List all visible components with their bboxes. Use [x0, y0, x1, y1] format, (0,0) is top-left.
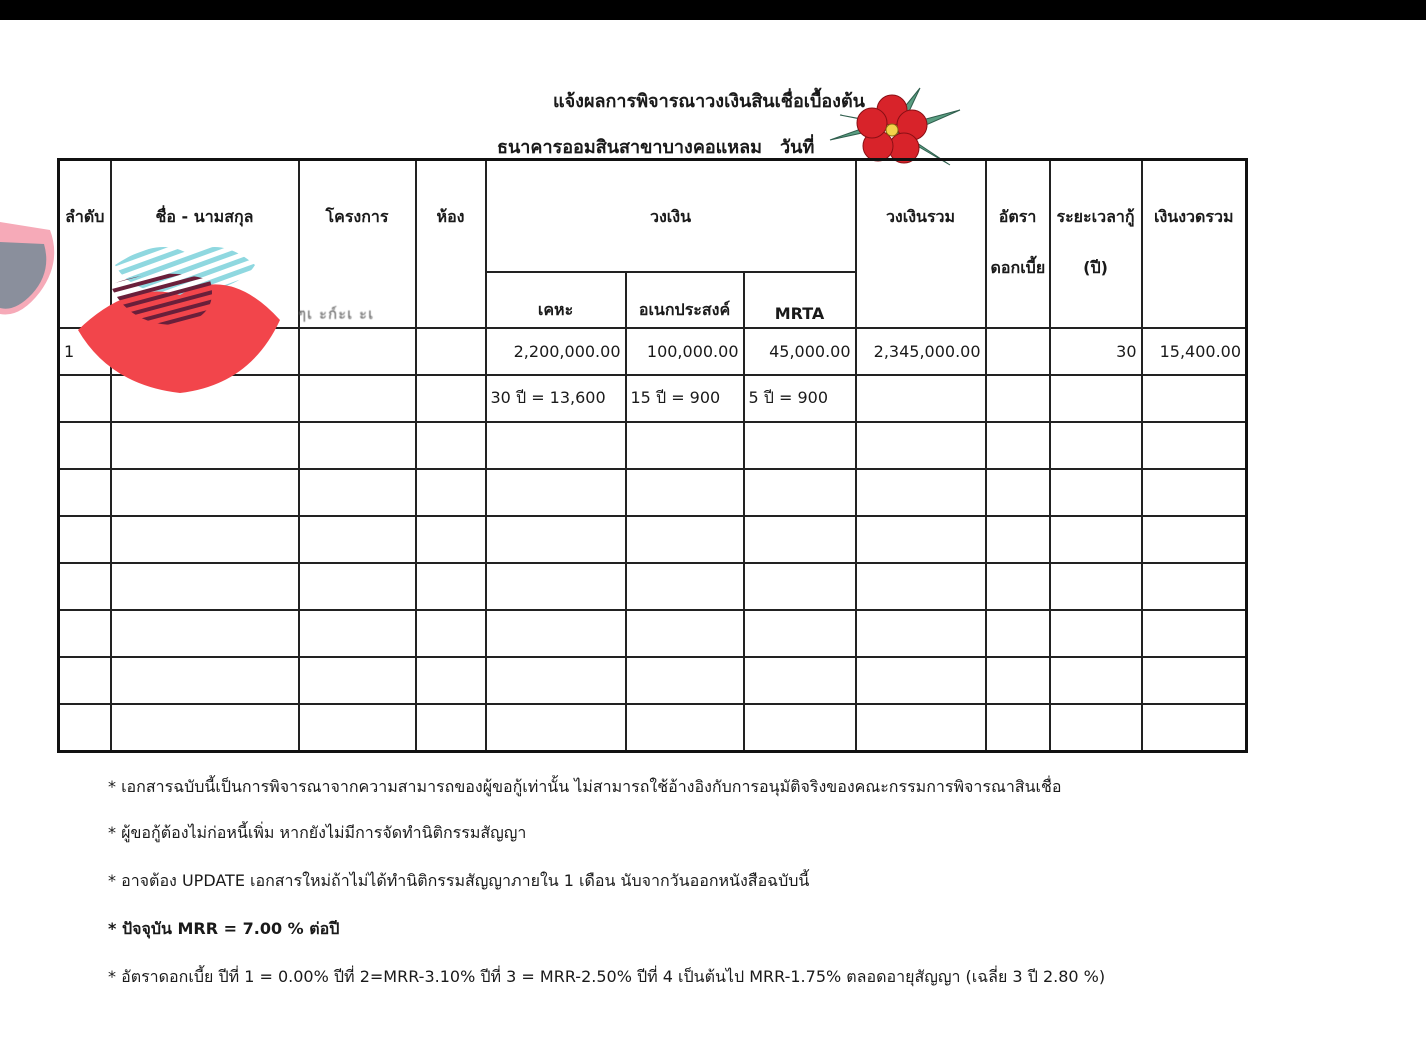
cell-rate: [986, 328, 1050, 375]
cell-empty: [986, 657, 1050, 704]
cell-empty: [856, 563, 986, 610]
cell-empty: [299, 469, 416, 516]
cell-empty: [486, 704, 626, 751]
flower-sticker-icon: [820, 80, 965, 170]
cell-empty: [486, 563, 626, 610]
cell-empty: [59, 422, 111, 469]
cell-empty: [856, 610, 986, 657]
cell-empty: [59, 657, 111, 704]
cell-empty: [486, 422, 626, 469]
cell-empty: [986, 563, 1050, 610]
date-label: วันที่: [780, 137, 815, 158]
header-seq: ลำดับ: [59, 160, 111, 329]
cell-empty: [111, 563, 299, 610]
cell-empty: [626, 610, 744, 657]
cell-empty: [1142, 516, 1247, 563]
cell-empty: [59, 704, 111, 751]
cell-empty: [299, 704, 416, 751]
cell-empty: [416, 516, 486, 563]
note-mrr: * ปัจจุบัน MRR = 7.00 % ต่อปี: [108, 919, 340, 938]
cell-term: 30: [1050, 328, 1142, 375]
cell-empty: [111, 657, 299, 704]
cell-empty: [1050, 469, 1142, 516]
cell-room: [416, 328, 486, 375]
table-row: [59, 469, 1247, 516]
cell-multipurpose-installment: 15 ปี = 900: [626, 375, 744, 422]
header-project: โครงการ: [299, 160, 416, 329]
cell-empty: [986, 469, 1050, 516]
cell-empty: [59, 563, 111, 610]
cell-empty: [856, 375, 986, 422]
cell-empty: [1050, 610, 1142, 657]
cell-empty: [1050, 422, 1142, 469]
cell-project: [299, 328, 416, 375]
top-bar: [0, 0, 1426, 20]
cell-empty: [59, 469, 111, 516]
table-row: [59, 704, 1247, 751]
header-rate-line2: ดอกเบี้ย: [990, 258, 1046, 277]
table-row: [59, 563, 1247, 610]
note-2: * ผู้ขอกู้ต้องไม่ก่อหนี้เพิ่ม หากยังไม่มีการจัดทำนิติกรรมสัญญา: [108, 823, 527, 842]
cell-empty: [416, 375, 486, 422]
project-partial-text: ๆเ ะก์ะเ ะเ: [298, 305, 375, 323]
cell-empty: [744, 516, 856, 563]
cell-empty: [1050, 375, 1142, 422]
branch-name: ธนาคารออมสินสาขาบางคอแหลม: [497, 137, 763, 158]
cell-empty: [626, 469, 744, 516]
cell-empty: [416, 657, 486, 704]
header-installment: เงินงวดรวม: [1142, 160, 1247, 329]
cell-empty: [299, 516, 416, 563]
cell-empty: [299, 375, 416, 422]
cell-total: 2,345,000.00: [856, 328, 986, 375]
cell-empty: [416, 563, 486, 610]
table-row: [59, 422, 1247, 469]
cell-empty: [856, 657, 986, 704]
cell-empty: [744, 657, 856, 704]
cell-empty: [486, 516, 626, 563]
cell-empty: [626, 516, 744, 563]
branch-line: [497, 132, 814, 161]
cell-empty: [111, 422, 299, 469]
cell-empty: [744, 469, 856, 516]
cell-empty: [111, 469, 299, 516]
header-rate-line1: อัตรา: [998, 207, 1037, 226]
cell-empty: [1142, 563, 1247, 610]
header-term-line2: (ปี): [1083, 258, 1108, 277]
header-term: [1050, 160, 1142, 329]
cell-seq: 1: [59, 328, 111, 375]
cell-empty: [856, 704, 986, 751]
cell-empty: [626, 657, 744, 704]
cell-empty: [1050, 657, 1142, 704]
cell-empty: [1142, 657, 1247, 704]
lips-redaction-icon: [70, 235, 285, 395]
cell-empty: [416, 704, 486, 751]
header-term-line1: ระยะเวลากู้: [1056, 207, 1135, 226]
cell-empty: [1142, 375, 1247, 422]
cell-empty: [111, 704, 299, 751]
cell-empty: [1050, 704, 1142, 751]
header-mrta: MRTA: [744, 272, 856, 328]
cell-empty: [416, 610, 486, 657]
note-3: * อาจต้อง UPDATE เอกสารใหม่ถ้าไม่ได้ทำนิติกรรมสัญญาภายใน 1 เดือน นับจากวันออกหนังสือฉบับนี้: [108, 871, 810, 890]
header-housing: เคหะ: [486, 272, 626, 328]
cell-empty: [744, 704, 856, 751]
cell-empty: [59, 610, 111, 657]
note-rates: * อัตราดอกเบี้ย ปีที่ 1 = 0.00% ปีที่ 2=MRR-3.10% ปีที่ 3 = MRR-2.50% ปีที่ 4 เป็นต้นไป MRR-1.75% ตลอดอายุสัญญา (เฉลี่ย 3 ปี 2.80 %): [108, 967, 1106, 986]
cell-empty: [986, 422, 1050, 469]
cell-empty: [626, 563, 744, 610]
cell-empty: [986, 704, 1050, 751]
cell-empty: [1142, 469, 1247, 516]
cell-empty: [486, 610, 626, 657]
cell-empty: [856, 516, 986, 563]
header-interest-rate: [986, 160, 1050, 329]
cell-mrta: 45,000.00: [744, 328, 856, 375]
cell-empty: [416, 469, 486, 516]
table-row: [59, 516, 1247, 563]
cell-empty: [744, 563, 856, 610]
cell-empty: [1050, 563, 1142, 610]
cell-installment: 15,400.00: [1142, 328, 1247, 375]
cell-multipurpose: 100,000.00: [626, 328, 744, 375]
cell-empty: [111, 516, 299, 563]
note-1: * เอกสารฉบับนี้เป็นการพิจารณาจากความสามารถของผู้ขอกู้เท่านั้น ไม่สามารถใช้อ้างอิงกับการอนุมัติจริงของคณะกรรมการพิจารณาสินเชื่อ: [108, 777, 1062, 796]
header-room: ห้อง: [416, 160, 486, 329]
header-name: ชื่อ - นามสกุล: [111, 160, 299, 329]
cell-housing: 2,200,000.00: [486, 328, 626, 375]
cell-empty: [856, 422, 986, 469]
cell-empty: [59, 516, 111, 563]
table-row: [59, 610, 1247, 657]
cell-empty: [626, 704, 744, 751]
cell-empty: [1142, 422, 1247, 469]
sticker-fragment-icon: [0, 222, 62, 318]
cell-empty: [1050, 516, 1142, 563]
cell-empty: [1142, 704, 1247, 751]
cell-empty: [744, 422, 856, 469]
cell-empty: [986, 375, 1050, 422]
cell-empty: [626, 422, 744, 469]
cell-empty: [856, 469, 986, 516]
cell-housing-installment: 30 ปี = 13,600: [486, 375, 626, 422]
document-title: แจ้งผลการพิจารณาวงเงินสินเชื่อเบื้องต้น: [553, 91, 865, 112]
cell-empty: [299, 422, 416, 469]
cell-mrta-installment: 5 ปี = 900: [744, 375, 856, 422]
cell-empty: [486, 657, 626, 704]
cell-empty: [1142, 610, 1247, 657]
header-total-line: วงเงินรวม: [856, 160, 986, 329]
cell-empty: [111, 610, 299, 657]
cell-empty: [744, 610, 856, 657]
cell-empty: [299, 657, 416, 704]
cell-empty: [986, 516, 1050, 563]
cell-empty: [486, 469, 626, 516]
table-row: [59, 657, 1247, 704]
cell-empty: [299, 610, 416, 657]
cell-empty: [416, 422, 486, 469]
cell-empty: [986, 610, 1050, 657]
header-multipurpose: อเนกประสงค์: [626, 272, 744, 328]
cell-empty: [299, 563, 416, 610]
header-credit-line: วงเงิน: [486, 160, 856, 273]
